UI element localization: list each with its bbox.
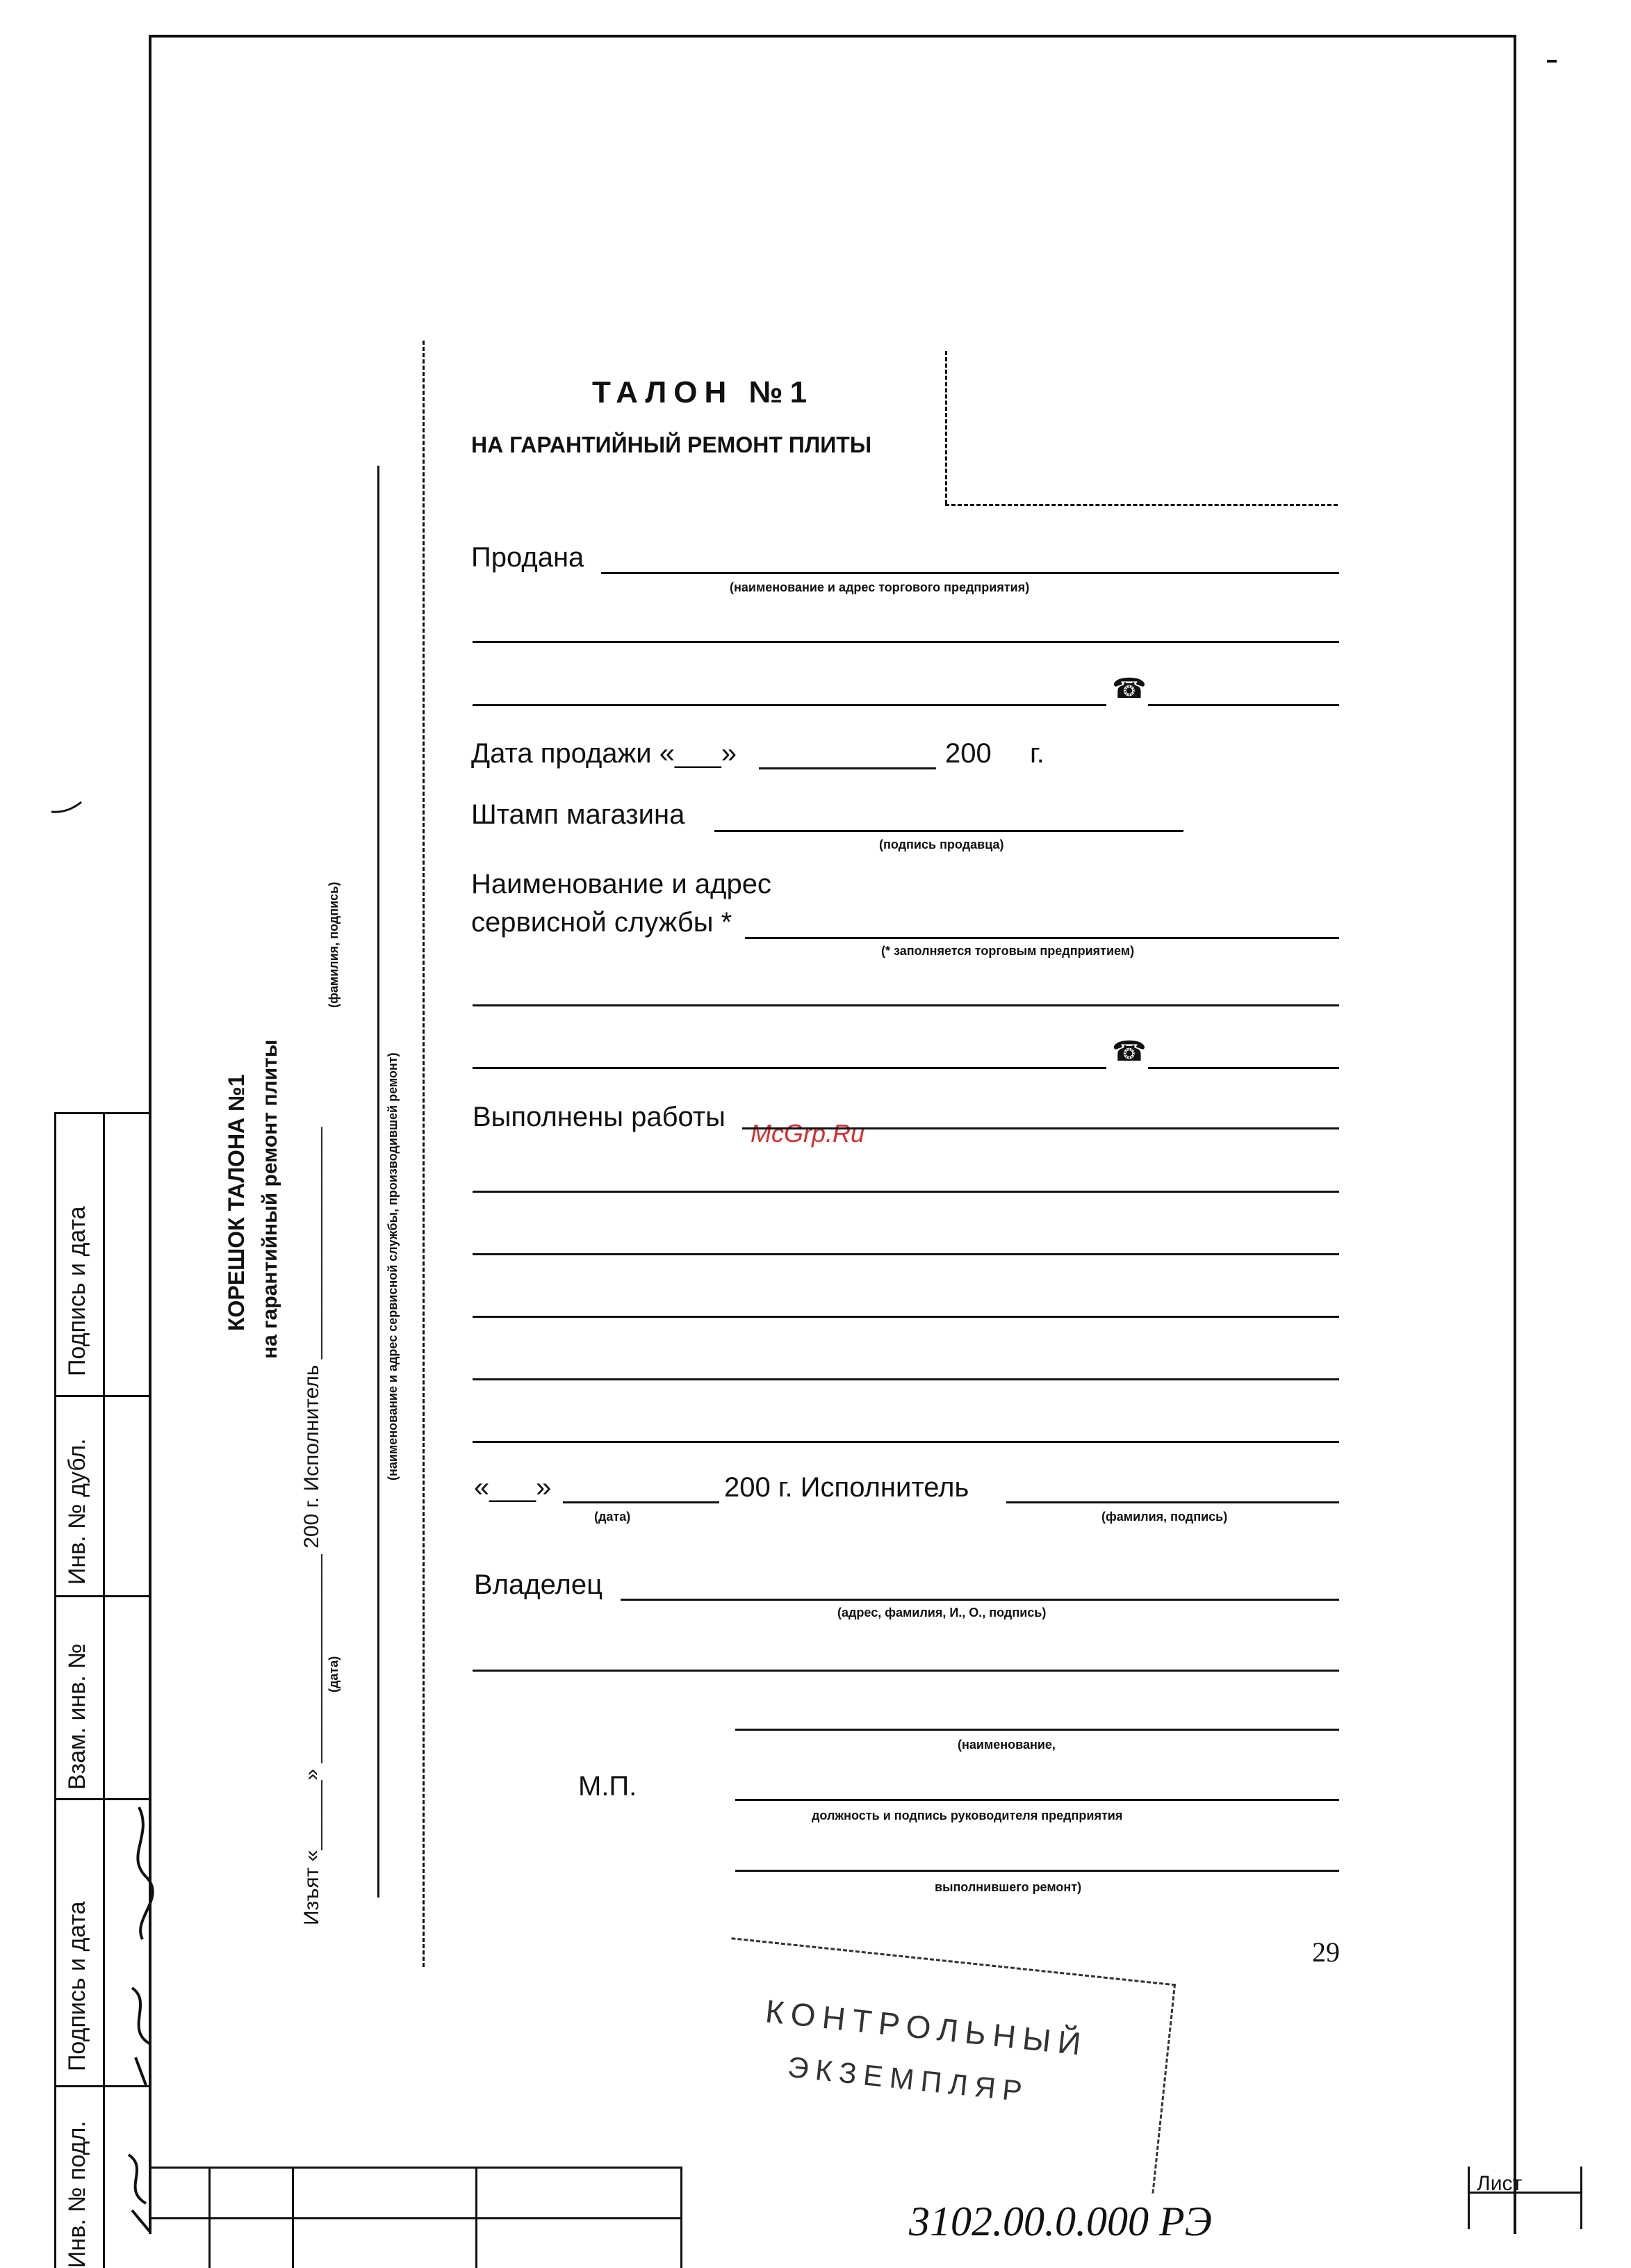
stub-subtitle: на гарантийный ремонт плиты: [259, 1039, 281, 1359]
works-line-4: [473, 1316, 1339, 1318]
edge-mark: [50, 798, 85, 819]
exec-name-line: [1006, 1501, 1339, 1503]
side-cell-sign-date-2: Подпись и дата: [64, 1901, 90, 2071]
exec-date-prefix: «___»: [474, 1472, 552, 1503]
corner-cut-vertical: [945, 351, 947, 504]
stub-title: КОРЕШОК ТАЛОНА №1: [224, 1074, 249, 1331]
stub-service-line: [377, 466, 379, 1898]
works-line-5: [473, 1378, 1339, 1380]
side-cell-orig-inv: Инв. № подл.: [64, 2121, 90, 2268]
side-cell-sign-date-1: Подпись и дата: [64, 1206, 90, 1376]
service-line-2: [473, 1004, 1339, 1006]
coupon-subtitle: НА ГАРАНТИЙНЫЙ РЕМОНТ ПЛИТЫ: [471, 432, 872, 457]
page-number: 29: [1312, 1936, 1340, 1968]
service-caption: (* заполняется торговым предприятием): [881, 944, 1135, 958]
sale-date-label: Дата продажи «___»: [471, 738, 737, 769]
sale-year: 200: [945, 738, 992, 769]
works-line-1: [742, 1127, 1339, 1129]
exec-date-caption: (дата): [594, 1510, 631, 1524]
watermark: McGrp.Ru: [751, 1119, 865, 1148]
sold-caption: (наименование и адрес торгового предприятия): [730, 580, 1030, 594]
sign-line-3: [735, 1870, 1339, 1872]
side-cell-dup-inv: Инв. № дубл.: [64, 1438, 90, 1585]
service-label-1: Наименование и адрес: [471, 869, 771, 899]
service-line-1: [745, 937, 1339, 939]
owner-line: [621, 1599, 1339, 1601]
sign-line-1: [735, 1729, 1339, 1731]
stamp-label: Штамп магазина: [471, 799, 685, 830]
title-block: [149, 2167, 1584, 2268]
corner-mark: [1547, 60, 1557, 63]
side-strip: [54, 1112, 151, 2268]
owner-label: Владелец: [474, 1569, 603, 1600]
coupon-title: ТАЛОН №1: [592, 375, 814, 409]
phone-line-1: [1148, 704, 1339, 706]
sold-line: [601, 572, 1339, 574]
exec-year-text: 200 г. Исполнитель: [724, 1472, 969, 1503]
sale-date-line: [759, 767, 936, 769]
sale-year-suffix: г.: [1030, 738, 1044, 769]
phone-icon: ☎: [1112, 674, 1147, 704]
phone-icon: ☎: [1112, 1036, 1147, 1067]
exec-name-caption: (фамилия, подпись): [1101, 1510, 1228, 1524]
stamp-line: [714, 830, 1183, 832]
service-line-3: [473, 1067, 1106, 1069]
phone-line-2: [1148, 1067, 1339, 1069]
owner-caption: (адрес, фамилия, И., О., подпись): [837, 1606, 1047, 1620]
side-cell-replace-inv: Взам. инв. №: [64, 1643, 90, 1790]
works-line-6: [473, 1441, 1339, 1443]
works-label: Выполнены работы: [473, 1102, 726, 1132]
sign-line-2: [735, 1799, 1339, 1801]
works-line-3: [473, 1253, 1339, 1255]
doc-code: 3102.00.0.000 РЭ: [909, 2198, 1212, 2244]
stamp-line-2: ЭКЗЕМПЛЯР: [786, 2050, 1031, 2109]
sign-caption-3: выполнившего ремонт): [935, 1880, 1082, 1894]
sheet-label: Лист: [1477, 2172, 1523, 2195]
stub-service-caption: (наименование и адрес сервисной службы, производившей ремонт): [386, 1052, 400, 1480]
stamp-caption: (подпись продавца): [879, 838, 1004, 851]
owner-line-2: [473, 1670, 1339, 1672]
service-label-2: сервисной службы *: [471, 907, 732, 938]
sign-caption-2: должность и подпись руководителя предприятия: [812, 1809, 1123, 1822]
stub-removed-line: Изъят «______» __________________ 200 г. Исполнитель ____________________: [300, 1127, 323, 1925]
sign-caption-1: (наименование,: [958, 1738, 1056, 1752]
cut-line-vertical: [423, 341, 425, 1967]
stamp-line-1: КОНТРОЛЬНЫЙ: [764, 1993, 1090, 2063]
corner-cut-horizontal: [945, 504, 1338, 506]
sold-line-2: [473, 641, 1339, 643]
mp-label: М.П.: [578, 1771, 637, 1802]
sold-label: Продана: [471, 542, 584, 573]
stub-exec-caption: (фамилия, подпись): [327, 881, 341, 1008]
sold-line-3: [473, 704, 1106, 706]
works-line-2: [473, 1191, 1339, 1193]
stub-date-caption: (дата): [327, 1656, 341, 1692]
exec-date-line: [563, 1501, 719, 1503]
